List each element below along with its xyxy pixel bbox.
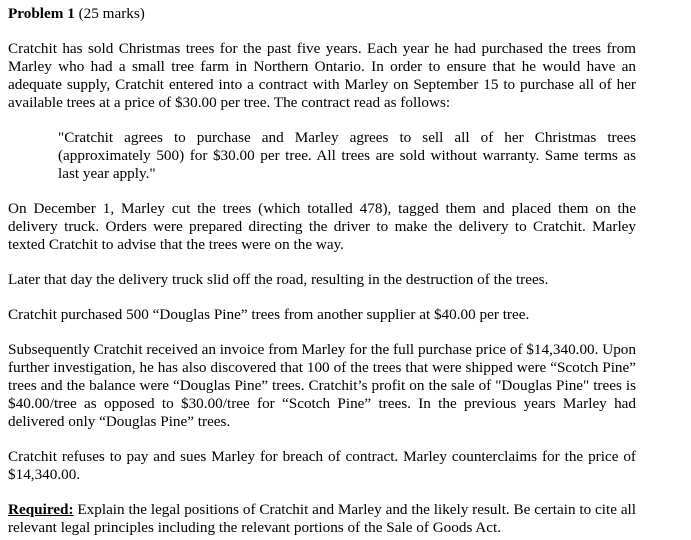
paragraph-intro: Cratchit has sold Christmas trees for the past five years. Each year he had purchased the trees from Marley who had a small tree farm in Northern Ontario. In order to ensure that he would have an adequate supply, Cratchit entered into a contract with Marley on September 15 to purchase all of her available trees at a price of $30.00 per tree. The contract read as follows: [8, 40, 636, 111]
paragraph-accident: Later that day the delivery truck slid off the road, resulting in the destruction of the trees. [8, 271, 549, 288]
paragraph-delivery: On December 1, Marley cut the trees (which totalled 478), tagged them and placed them on the delivery truck. Orders were prepared directing the driver to make the delivery to Cratchit. Marley texted Cratchit to advise that the trees were on the way. [8, 200, 636, 253]
problem-title [8, 5, 636, 23]
problem-title-number: Problem 1 [8, 5, 75, 22]
required-text: Explain the legal positions of Cratchit and Marley and the likely result. Be certain to cite all relevant legal principles including the relevant portions of the Sale of Goods Act. [8, 501, 636, 536]
paragraph-lawsuit: Cratchit refuses to pay and sues Marley for breach of contract. Marley counterclaims for the price of $14,340.00. [8, 448, 636, 483]
required-paragraph [8, 501, 636, 537]
contract-quote: "Cratchit agrees to purchase and Marley agrees to sell all of her Christmas trees (approximately 500) for $30.00 per tree. All trees are sold without warranty. Same terms as last year apply." [58, 129, 636, 182]
paragraph-invoice: Subsequently Cratchit received an invoice from Marley for the full purchase price of $14,340.00. Upon further investigation, he has also discovered that 100 of the trees that were shipped were “Scotch Pine” trees and the balance were “Douglas Pine” trees. Cratchit’s profit on the sale of "Douglas Pine" trees is $40.00/tree as opposed to $30.00/tree for “Scotch Pine” trees. In the previous years Marley had delivered only “Douglas Pine” trees. [8, 341, 636, 430]
problem-title-marks: (25 marks) [74, 5, 145, 22]
paragraph-replacement-purchase: Cratchit purchased 500 “Douglas Pine” trees from another supplier at $40.00 per tree. [8, 306, 530, 323]
required-label: Required: [8, 501, 74, 518]
